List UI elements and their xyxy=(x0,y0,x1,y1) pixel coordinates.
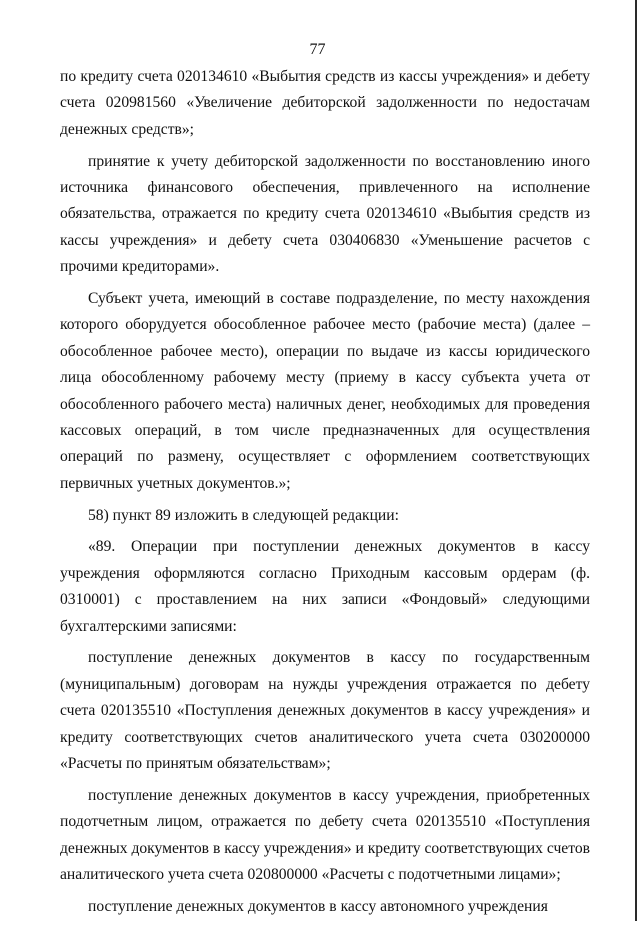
paragraph-7: поступление денежных документов в кассу учреждения, приобретенных подотчетным лицом, отражается по дебету счета 020135510 «Поступления денежных документов в кассу учреждения» и кредиту соответствующих счетов аналитического учета счета 020800000 «Расчеты с подотчетными лицами»; xyxy=(60,786,590,884)
paragraph-6: поступление денежных документов в кассу по государственным (муниципальным) договорам на нужды учреждения отражается по дебету счета 020135510 «Поступления денежных документов в кассу учреждения» и кредиту соответствующих счетов аналитического учета счета 030200000 «Расчеты по принятым обязательствам»; xyxy=(60,649,590,773)
paragraph-1: по кредиту счета 020134610 «Выбытия средств из кассы учреждения» и дебету счета 020981560 «Увеличение дебиторской задолженности по недостачам денежных средств»; xyxy=(60,68,590,138)
document-body xyxy=(60,64,590,926)
paragraph-8: поступление денежных документов в кассу автономного учреждения xyxy=(88,897,548,915)
paragraph-4: 58) пункт 89 изложить в следующей редакции: xyxy=(88,506,399,524)
page-number: 77 xyxy=(309,41,326,58)
paragraph-2: принятие к учету дебиторской задолженности по восстановлению иного источника финансового обеспечения, привлеченного на исполнение обязательства, отражается по кредиту счета 020134610 «Выбытия средств из кассы учреждения» и дебету счета 030406830 «Уменьшение расчетов с прочими кредиторами». xyxy=(60,152,590,276)
paragraph-3: Субъект учета, имеющий в составе подразделение, по месту нахождения которого оборудуется обособленное рабочее место (рабочие места) (далее – обособленное рабочее место), операции по выдаче из кассы юридического лица обособленному рабочему месту (приему в кассу субъекта учета от обособленного рабочего места) наличных денег, необходимых для проведения кассовых операций, в том числе предназначенных для осуществления операций по размену, осуществляет с оформлением соответствующих первичных учетных документов.»; xyxy=(60,290,590,492)
paragraph-5: «89. Операции при поступлении денежных документов в кассу учреждения оформляются согласно Приходным кассовым ордерам (ф. 0310001) с проставлением на них записи «Фондовый» следующими бухгалтерскими записями: xyxy=(60,538,590,635)
